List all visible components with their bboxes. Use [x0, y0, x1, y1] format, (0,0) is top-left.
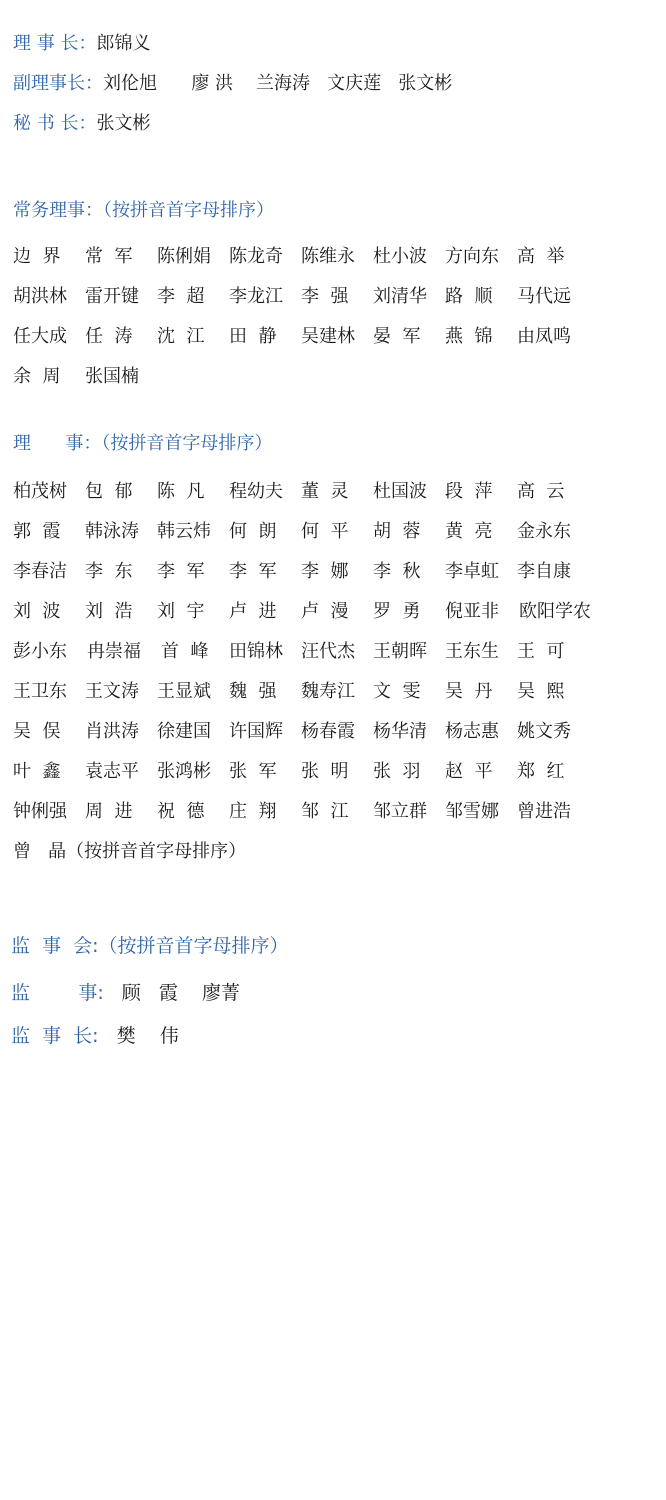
council-member-name: 周 进	[85, 801, 133, 822]
council-member-name: 王卫东	[13, 681, 67, 702]
chairman-value: 郎锦义	[96, 33, 151, 54]
council-member-name: 欧阳学农	[519, 601, 591, 622]
standing-member-name: 路 顺	[445, 286, 493, 307]
standing-member-name: 刘清华	[373, 286, 427, 307]
secretary-general-value: 张文彬	[96, 113, 151, 134]
council-last-line	[0, 839, 666, 865]
council-member-name: 卢 漫	[301, 601, 349, 622]
council-member-name: 董 灵	[301, 481, 349, 502]
standing-member-name: 任 涛	[85, 326, 133, 347]
council-member-name: 张鸿彬	[157, 761, 211, 782]
council-member-name: 高 云	[517, 481, 565, 502]
council-member-name: 何 朗	[229, 521, 277, 542]
council-member-name: 王东生	[445, 641, 499, 662]
standing-member-name: 高 举	[517, 246, 565, 267]
standing-member-name: 田 静	[229, 326, 277, 347]
standing-member-name: 余 周	[13, 366, 61, 387]
council-member-name: 邹立群	[373, 801, 427, 822]
council-member-name: 刘 波	[13, 601, 61, 622]
vice-chairman-row	[13, 71, 452, 97]
chief-supervisor-value: 樊 伟	[116, 1025, 179, 1047]
council-member-name: 张 羽	[373, 761, 421, 782]
council-member-name: 李 东	[85, 561, 133, 582]
council-member-name: 肖洪涛	[85, 721, 139, 742]
supervisors-row	[11, 979, 240, 1007]
standing-council-row-1	[0, 244, 666, 270]
council-member-name: 祝 德	[157, 801, 205, 822]
council-member-name: 杨华清	[373, 721, 427, 742]
council-member-name: 赵 平	[445, 761, 493, 782]
council-member-name: 姚文秀	[517, 721, 571, 742]
supervisory-heading: 监 事 会:（按拼音首字母排序）	[11, 935, 289, 957]
secretary-general-row	[13, 111, 150, 137]
council-member-name: 张 明	[301, 761, 349, 782]
vice-chairman-value: 刘伦旭 廖 洪 兰海涛 文庆莲 张文彬	[103, 73, 453, 94]
standing-member-name: 方向东	[445, 246, 499, 267]
chairman-row	[13, 31, 150, 57]
council-member-name: 彭小东	[13, 641, 67, 662]
chief-supervisor-row	[11, 1022, 179, 1050]
council-member-name: 徐建国	[157, 721, 211, 742]
council-member-name: 段 萍	[445, 481, 493, 502]
secretary-general-label: 秘 书 长：	[13, 113, 97, 134]
council-member-name: 杜国波	[373, 481, 427, 502]
standing-member-name: 李龙江	[229, 286, 283, 307]
council-member-name: 邹雪娜	[445, 801, 499, 822]
council-member-name: 何 平	[301, 521, 349, 542]
council-member-name: 李 军	[229, 561, 277, 582]
council-row-7	[0, 719, 666, 745]
council-member-name: 吴 熙	[517, 681, 565, 702]
council-member-name: 罗 勇	[373, 601, 421, 622]
standing-member-name: 任大成	[13, 326, 67, 347]
council-member-name: 文 雯	[373, 681, 421, 702]
standing-council-row-3	[0, 324, 666, 350]
council-member-name: 王 可	[517, 641, 565, 662]
council-member-name: 邹 江	[301, 801, 349, 822]
council-member-name: 杨春霞	[301, 721, 355, 742]
standing-member-name: 杜小波	[373, 246, 427, 267]
council-member-name: 陈 凡	[157, 481, 205, 502]
supervisors-value: 顾 霞 廖菁	[121, 982, 241, 1004]
council-member-name: 王显斌	[157, 681, 211, 702]
council-member-name: 郑 红	[517, 761, 565, 782]
chairman-label: 理 事 长：	[13, 33, 97, 54]
standing-member-name: 常 军	[85, 246, 133, 267]
council-member-name: 魏寿江	[301, 681, 355, 702]
council-member-name: 冉崇福	[87, 641, 141, 662]
council-last-line-text: 曾 晶（按拼音首字母排序）	[13, 841, 247, 862]
council-member-name: 李 秋	[373, 561, 421, 582]
council-member-name: 李春洁	[13, 561, 67, 582]
council-member-name: 黄 亮	[445, 521, 493, 542]
council-member-name: 胡 蓉	[373, 521, 421, 542]
council-member-name: 李 娜	[301, 561, 349, 582]
standing-member-name: 胡洪林	[13, 286, 67, 307]
council-row-5	[0, 639, 666, 665]
council-member-name: 金永东	[517, 521, 571, 542]
council-member-name: 张 军	[229, 761, 277, 782]
standing-member-name: 燕 锦	[445, 326, 493, 347]
council-member-name: 郭 霞	[13, 521, 61, 542]
council-member-name: 李自康	[517, 561, 571, 582]
council-row-1	[0, 479, 666, 505]
council-member-name: 许国辉	[229, 721, 283, 742]
council-member-name: 袁志平	[85, 761, 139, 782]
council-member-name: 王朝晖	[373, 641, 427, 662]
standing-member-name: 陈俐娟	[157, 246, 211, 267]
council-row-2	[0, 519, 666, 545]
standing-member-name: 晏 军	[373, 326, 421, 347]
council-row-8	[0, 759, 666, 785]
council-member-name: 包 郁	[85, 481, 133, 502]
council-member-name: 韩泳涛	[85, 521, 139, 542]
council-member-name: 庄 翔	[229, 801, 277, 822]
standing-member-name: 马代远	[517, 286, 571, 307]
council-member-name: 曾进浩	[517, 801, 571, 822]
standing-member-name: 吴建林	[301, 326, 355, 347]
council-member-name: 田锦林	[229, 641, 283, 662]
standing-member-name: 沈 江	[157, 326, 205, 347]
council-member-name: 王文涛	[85, 681, 139, 702]
council-member-name: 首 峰	[161, 641, 209, 662]
council-row-6	[0, 679, 666, 705]
standing-member-name: 陈龙奇	[229, 246, 283, 267]
council-heading: 理 事：（按拼音首字母排序）	[13, 433, 273, 454]
council-member-name: 程幼夫	[229, 481, 283, 502]
standing-member-name: 边 界	[13, 246, 61, 267]
standing-council-row-4	[0, 364, 666, 390]
council-member-name: 魏 强	[229, 681, 277, 702]
standing-council-row-2	[0, 284, 666, 310]
council-member-name: 刘 浩	[85, 601, 133, 622]
standing-member-name: 由凤鸣	[517, 326, 571, 347]
council-member-name: 韩云炜	[157, 521, 211, 542]
council-member-name: 钟俐强	[13, 801, 67, 822]
standing-member-name: 张国楠	[85, 366, 139, 387]
council-member-name: 吴 丹	[445, 681, 493, 702]
council-member-name: 柏茂树	[13, 481, 67, 502]
standing-member-name: 李 超	[157, 286, 205, 307]
council-member-name: 刘 宇	[157, 601, 205, 622]
council-member-name: 李 军	[157, 561, 205, 582]
standing-member-name: 李 强	[301, 286, 349, 307]
council-row-9	[0, 799, 666, 825]
standing-council-heading: 常务理事：（按拼音首字母排序）	[13, 200, 274, 221]
standing-member-name: 陈维永	[301, 246, 355, 267]
council-member-name: 倪亚非	[445, 601, 499, 622]
standing-member-name: 雷开键	[85, 286, 139, 307]
council-row-3	[0, 559, 666, 585]
council-row-4	[0, 599, 666, 625]
council-member-name: 叶 鑫	[13, 761, 61, 782]
vice-chairman-label: 副理事长：	[13, 73, 103, 94]
council-member-name: 汪代杰	[301, 641, 355, 662]
council-member-name: 杨志惠	[445, 721, 499, 742]
council-member-name: 吴 俣	[13, 721, 61, 742]
council-member-name: 卢 进	[229, 601, 277, 622]
chief-supervisor-label: 监 事 长:	[11, 1025, 99, 1047]
supervisors-label: 监 事:	[11, 982, 104, 1004]
council-member-name: 李卓虹	[445, 561, 499, 582]
